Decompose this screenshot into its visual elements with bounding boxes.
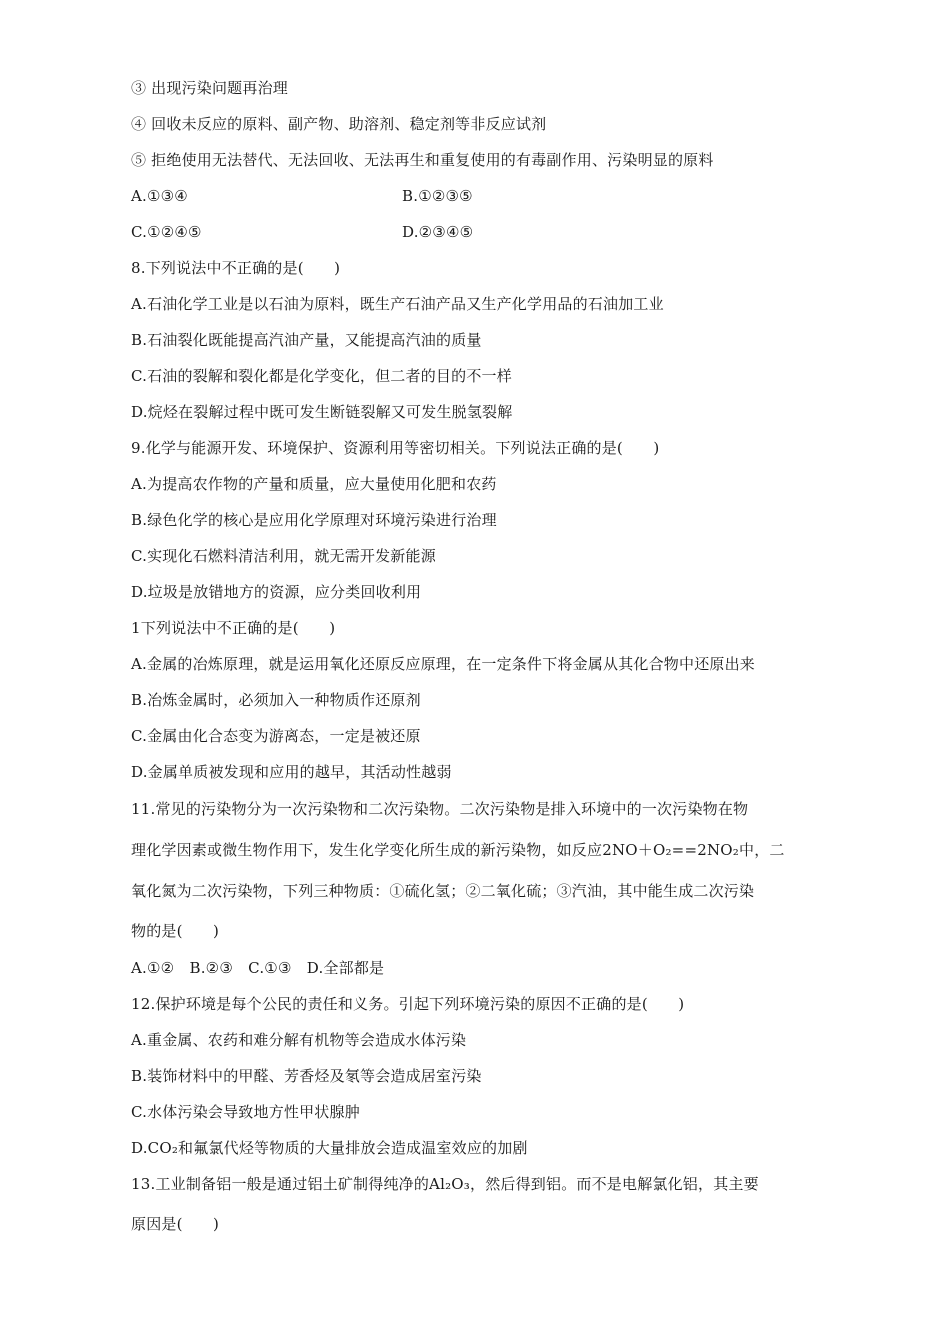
q9-stem: 9.化学与能源开发、环境保护、资源利用等密切相关。下列说法正确的是( ) [131,439,660,457]
q10-option-b: B.冶炼金属时，必须加入一种物质作还原剂 [131,691,421,709]
q8-option-b: B.石油裂化既能提高汽油产量，又能提高汽油的质量 [131,331,482,349]
q7-option-a: A.①③④ [131,187,188,205]
q9-option-d: D.垃圾是放错地方的资源，应分类回收利用 [131,583,422,601]
q10-option-c: C.金属由化合态变为游离态，一定是被还原 [131,727,421,745]
q8-option-a: A.石油化学工业是以石油为原料，既生产石油产品又生产化学用品的石油加工业 [131,295,664,313]
q13-stem-line-2: 原因是( ) [131,1215,220,1233]
q8-option-d: D.烷烃在裂解过程中既可发生断链裂解又可发生脱氢裂解 [131,403,513,421]
q7-item-4: ④ 回收未反应的原料、副产物、助溶剂、稳定剂等非反应试剂 [131,115,547,133]
q12-option-d: D.CO₂和氟氯代烃等物质的大量排放会造成温室效应的加剧 [131,1139,528,1157]
q13-stem-line-1: 13.工业制备铝一般是通过铝土矿制得纯净的Al₂O₃，然后得到铝。而不是电解氯化铝，其主要 [131,1175,759,1193]
q9-option-c: C.实现化石燃料清洁利用，就无需开发新能源 [131,547,436,565]
q12-stem: 12.保护环境是每个公民的责任和义务。引起下列环境污染的原因不正确的是( ) [131,995,685,1013]
q7-item-3: ③ 出现污染问题再治理 [131,79,288,97]
q8-stem: 8.下列说法中不正确的是( ) [131,259,341,277]
q12-option-c: C.水体污染会导致地方性甲状腺肿 [131,1103,360,1121]
q7-option-b: B.①②③⑤ [402,187,473,205]
q11-stem-line-2: 理化学因素或微生物作用下，发生化学变化所生成的新污染物，如反应2NO＋O₂==2NO₂中，二 [131,841,785,859]
q12-option-b: B.装饰材料中的甲醛、芳香烃及氡等会造成居室污染 [131,1067,482,1085]
q7-option-d: D.②③④⑤ [402,223,474,241]
q7-option-c: C.①②④⑤ [131,223,202,241]
q11-options: A.①② B.②③ C.①③ D.全部都是 [131,959,385,977]
q11-stem-line-1: 11.常见的污染物分为一次污染物和二次污染物。二次污染物是排入环境中的一次污染物在物 [131,800,749,818]
q9-option-a: A.为提高农作物的产量和质量，应大量使用化肥和农药 [131,475,497,493]
q10-stem: 1下列说法中不正确的是( ) [131,619,336,637]
q12-option-a: A.重金属、农药和难分解有机物等会造成水体污染 [131,1031,467,1049]
q8-option-c: C.石油的裂解和裂化都是化学变化，但二者的目的不一样 [131,367,512,385]
q10-option-d: D.金属单质被发现和应用的越早，其活动性越弱 [131,763,452,781]
q10-option-a: A.金属的冶炼原理，就是运用氧化还原反应原理，在一定条件下将金属从其化合物中还原出来 [131,655,756,673]
q11-stem-line-4: 物的是( ) [131,922,220,940]
q7-item-5: ⑤ 拒绝使用无法替代、无法回收、无法再生和重复使用的有毒副作用、污染明显的原料 [131,151,714,169]
q9-option-b: B.绿色化学的核心是应用化学原理对环境污染进行治理 [131,511,497,529]
q11-stem-line-3: 氧化氮为二次污染物，下列三种物质：①硫化氢；②二氧化硫；③汽油，其中能生成二次污染 [131,882,755,900]
